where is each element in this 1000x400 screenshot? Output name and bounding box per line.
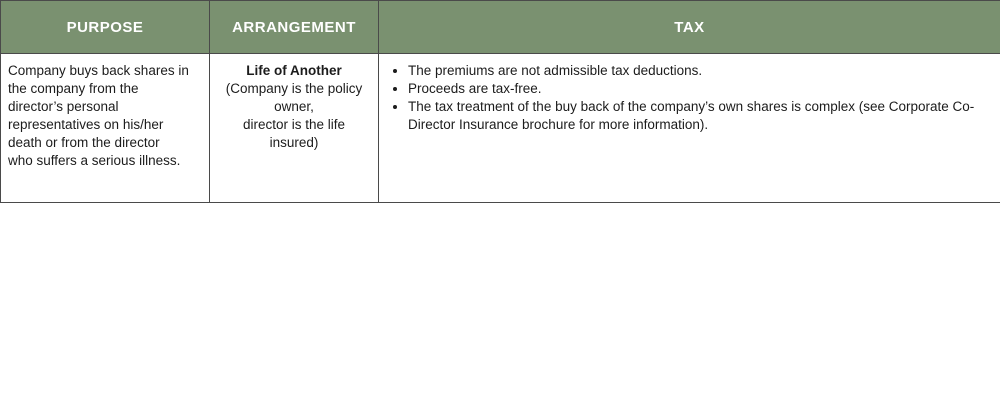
purpose-text-line: the company from the [8, 81, 139, 96]
purpose-text-line: representatives on his/her [8, 117, 164, 132]
arrangement-text-line: director is the life [242, 117, 346, 132]
tax-bullet-item: • Proceeds are tax-free. [408, 80, 993, 98]
header-arrangement: ARRANGEMENT [210, 1, 379, 54]
purpose-text-line: Company buys back shares in [8, 63, 189, 78]
header-purpose: PURPOSE [1, 1, 210, 54]
table-row [1, 54, 1000, 203]
arrangement-text-line: owner, [274, 99, 314, 114]
purpose-text-line: death or from the director [8, 135, 160, 150]
arrangement-text-line: insured) [269, 135, 319, 150]
header-tax: TAX [379, 1, 1000, 54]
tax-cell [379, 54, 1000, 203]
arrangement-text-line: (Company is the policy [225, 81, 363, 96]
arrangement-cell [210, 54, 379, 203]
purpose-text-line: director’s personal [8, 99, 119, 114]
tax-bullet-item: • The tax treatment of the buy back of the company’s own shares is complex (see Corporate Co-Director Insurance brochure for more information). [408, 98, 993, 134]
purpose-cell [1, 54, 210, 203]
tax-bullet-item: • The premiums are not admissible tax deductions. [408, 62, 993, 80]
tax-bullet-list [386, 62, 993, 134]
arrangement-title: Life of Another [246, 63, 342, 78]
table-header-row [1, 1, 1000, 54]
purpose-text-line: who suffers a serious illness. [8, 153, 181, 168]
